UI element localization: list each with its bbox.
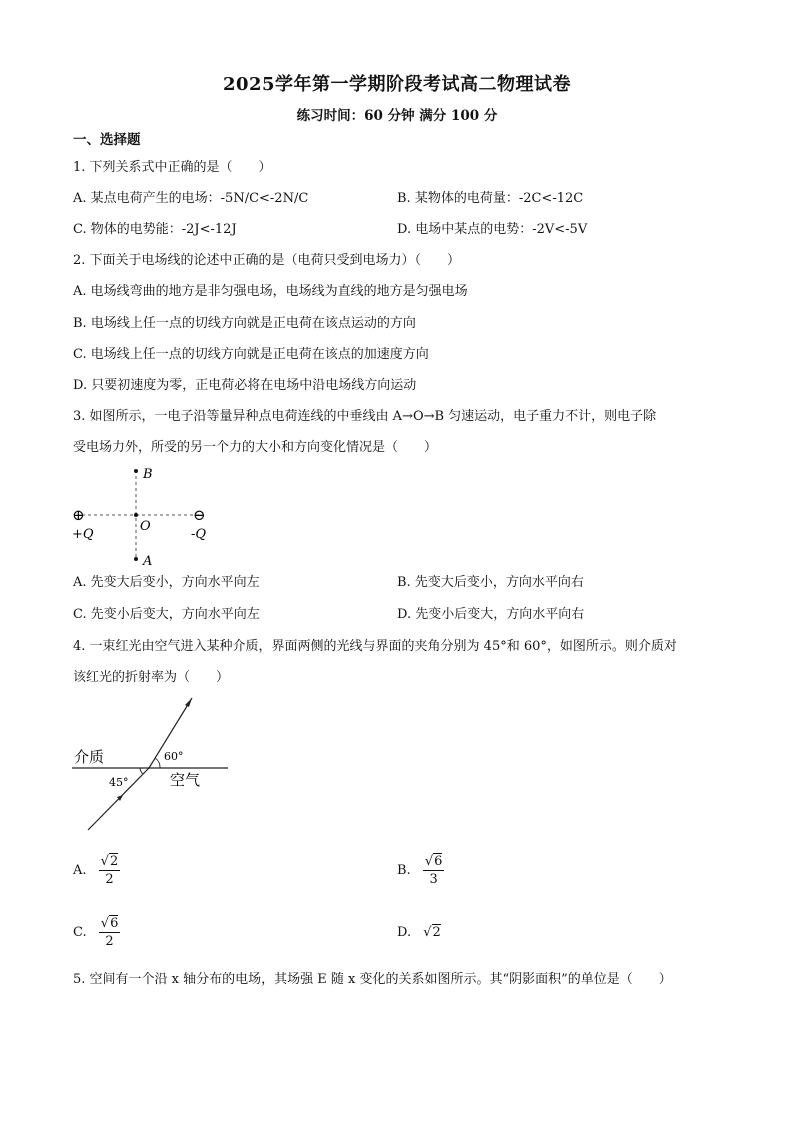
q2-stem: 2. 下面关于电场线的论述中正确的是（电荷只受到电场力）（ ）: [73, 253, 461, 268]
q1-stem: 1. 下列关系式中正确的是（ ）: [73, 160, 272, 175]
q1-option-a: A. 某点电荷产生的电场：-5N/C<-2N/C: [73, 191, 309, 206]
q4-option-c-denominator: 2: [105, 933, 114, 949]
q3-figure: [66, 462, 226, 570]
q3-plus-charge-icon: ⊕: [72, 506, 85, 524]
q2-option-d: D. 只要初速度为零，正电荷必将在电场中沿电场线方向运动: [73, 378, 417, 393]
q4-option-a-denominator: 2: [105, 871, 114, 887]
q3-label-plus-q: +Q: [72, 527, 94, 542]
q4-option-c-label: C.: [73, 925, 87, 940]
q1-option-d: D. 电场中某点的电势：-2V<-5V: [397, 222, 588, 237]
q4-label-air: 空气: [170, 771, 201, 789]
page-title: 2025学年第一学期阶段考试高二物理试卷: [222, 74, 572, 95]
q3-stem-line1: 3. 如图所示，一电子沿等量异种点电荷连线的中垂线由 A→O→B 匀速运动，电子重力不计，则电子除: [73, 409, 657, 424]
q4-option-d: [397, 913, 441, 953]
q4-option-d-radical: √2: [423, 925, 441, 940]
q4-option-d-label: D.: [397, 925, 412, 940]
q4-option-d-radicand: 2: [432, 925, 441, 940]
q3-label-minus-q: -Q: [191, 527, 207, 542]
page-subtitle: 练习时间：60 分钟 满分 100 分: [296, 108, 498, 124]
q4-option-b-denominator: 3: [429, 871, 438, 887]
q5-stem: 5. 空间有一个沿 x 轴分布的电场，其场强 E 随 x 变化的关系如图所示。其“阴影面积”的单位是（ ）: [73, 972, 672, 987]
q3-label-b: B: [143, 467, 153, 482]
q3-minus-charge-icon: ⊖: [193, 506, 206, 524]
q4-option-a: [73, 851, 120, 891]
q2-option-a: A. 电场线弯曲的地方是非匀强电场，电场线为直线的地方是匀强电场: [73, 284, 468, 299]
q4-option-b-fraction: $\frac{√6}{3}$: [424, 853, 443, 887]
q4-label-medium: 介质: [74, 748, 105, 766]
q3-label-a: A: [143, 554, 153, 569]
q3-option-a: A. 先变大后变小，方向水平向左: [73, 575, 260, 590]
q3-option-b: B. 先变大后变小，方向水平向右: [397, 575, 584, 590]
q4-label-45: 45°: [109, 776, 129, 789]
q4-option-b: [397, 851, 444, 891]
q3-option-d: D. 先变小后变大，方向水平向右: [397, 607, 585, 622]
q3-option-c: C. 先变小后变大，方向水平向左: [73, 607, 260, 622]
q4-option-c-fraction: $\frac{√6}{2}$: [100, 915, 119, 949]
q3-stem-line2: 受电场力外，所受的另一个力的大小和方向变化情况是（ ）: [73, 440, 438, 455]
q4-stem-line1: 4. 一束红光由空气进入某种介质，界面两侧的光线与界面的夹角分别为 45°和 60°，如图所示。则介质对: [73, 639, 677, 654]
q4-option-b-label: B.: [397, 863, 411, 878]
q4-figure: [68, 694, 234, 836]
q4-label-60: 60°: [164, 750, 184, 763]
q2-option-c: C. 电场线上任一点的切线方向就是正电荷在该点的加速度方向: [73, 347, 429, 362]
q4-option-c-numerator: 6: [110, 915, 119, 931]
q4-option-a-fraction: $\frac{√2}{2}$: [100, 853, 119, 887]
q4-option-a-label: A.: [73, 863, 87, 878]
q2-option-b: B. 电场线上任一点的切线方向就是正电荷在该点运动的方向: [73, 316, 416, 331]
q4-option-a-numerator: 2: [109, 853, 119, 869]
q3-label-o: O: [140, 519, 151, 534]
q1-option-c: C. 物体的电势能：-2J<-12J: [73, 222, 237, 237]
q4-option-c: [73, 913, 120, 953]
q4-stem-line2: 该红光的折射率为（ ）: [73, 670, 230, 685]
q1-option-b: B. 某物体的电荷量：-2C<-12C: [397, 191, 584, 206]
q4-option-b-numerator: 6: [434, 853, 443, 869]
section-heading: 一、选择题: [73, 132, 141, 148]
